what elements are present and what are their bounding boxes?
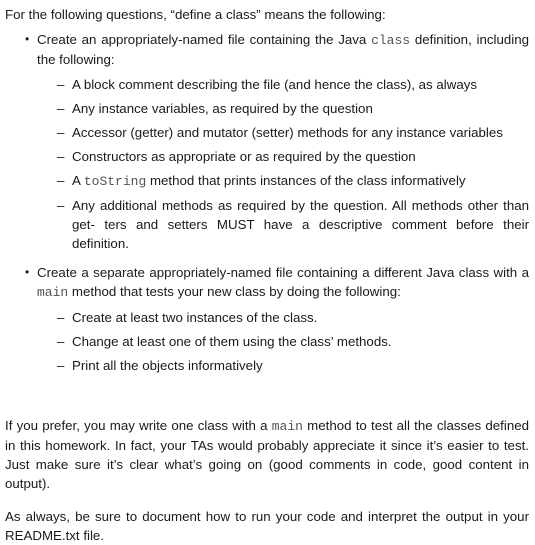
code-keyword-main: main [271,419,303,434]
list-item-text: Accessor (getter) and mutator (setter) methods for any instance variables [72,125,503,140]
list-item [57,75,529,94]
list-item-text: Print all the objects informatively [72,358,263,373]
dash-marker: – [57,198,65,213]
dash-marker: – [57,310,65,325]
test-steps-list [37,308,529,375]
readme-paragraph: As always, be sure to document how to run your code and interpret the output in your README.txt file. [5,509,529,543]
list-item-text: Any instance variables, as required by the question [72,101,373,116]
list-item [57,171,529,191]
dash-marker: – [57,125,65,140]
list-item [57,356,529,375]
dash-marker: – [57,149,65,164]
list-item-text: A block comment describing the file (and hence the class), as always [72,77,478,92]
bullet-marker: • [25,265,30,279]
list-item-text: A [72,173,84,188]
list-item-text: Any additional methods as required by the question. All methods other than get- ters and setters MUST have a descriptive comment before their definition. [72,198,529,251]
dash-marker: – [57,77,65,92]
code-method-tostring: toString [83,174,147,189]
spacer [5,380,529,416]
list-item [57,123,529,142]
list-item [57,196,529,253]
list-item [57,308,529,327]
class-contents-list [37,75,529,253]
requirements-list [5,30,529,375]
list-item [57,99,529,118]
spacer [5,493,529,507]
list-item [57,147,529,166]
requirement-text: Create an appropriately-named file containing the Java [37,32,372,47]
requirement-text: Create a separate appropriately-named file containing a different Java class with a [37,265,529,280]
dash-marker: – [57,173,65,188]
requirement-text: method that tests your new class by doing the following: [68,284,401,299]
list-item-text: Create at least two instances of the class. [72,310,318,325]
requirement-test-class [27,263,529,375]
paragraph-text: If you prefer, you may write one class with a [5,418,272,433]
paragraph-text: method to test all the classes defined in this homework. In fact, your TAs would probably appreciate it since it’s easier to test. Just make sure it’s clear what’s going on (good comments in code, good content in output). [5,418,530,491]
code-keyword-class: class [371,33,411,48]
list-item-text: method that prints instances of the class informatively [146,173,466,188]
single-class-paragraph [5,416,529,493]
requirement-text: definition, including the following: [37,32,529,67]
dash-marker: – [57,101,65,116]
code-keyword-main: main [37,285,69,300]
requirement-define-class [27,30,529,253]
intro-text: For the following questions, “define a class” means the following: [5,7,386,22]
bullet-marker: • [25,32,30,46]
list-item-text: Change at least one of them using the class’ methods. [72,334,392,349]
dash-marker: – [57,334,65,349]
dash-marker: – [57,358,65,373]
list-item [57,332,529,351]
list-item-text: Constructors as appropriate or as required by the question [72,149,416,164]
